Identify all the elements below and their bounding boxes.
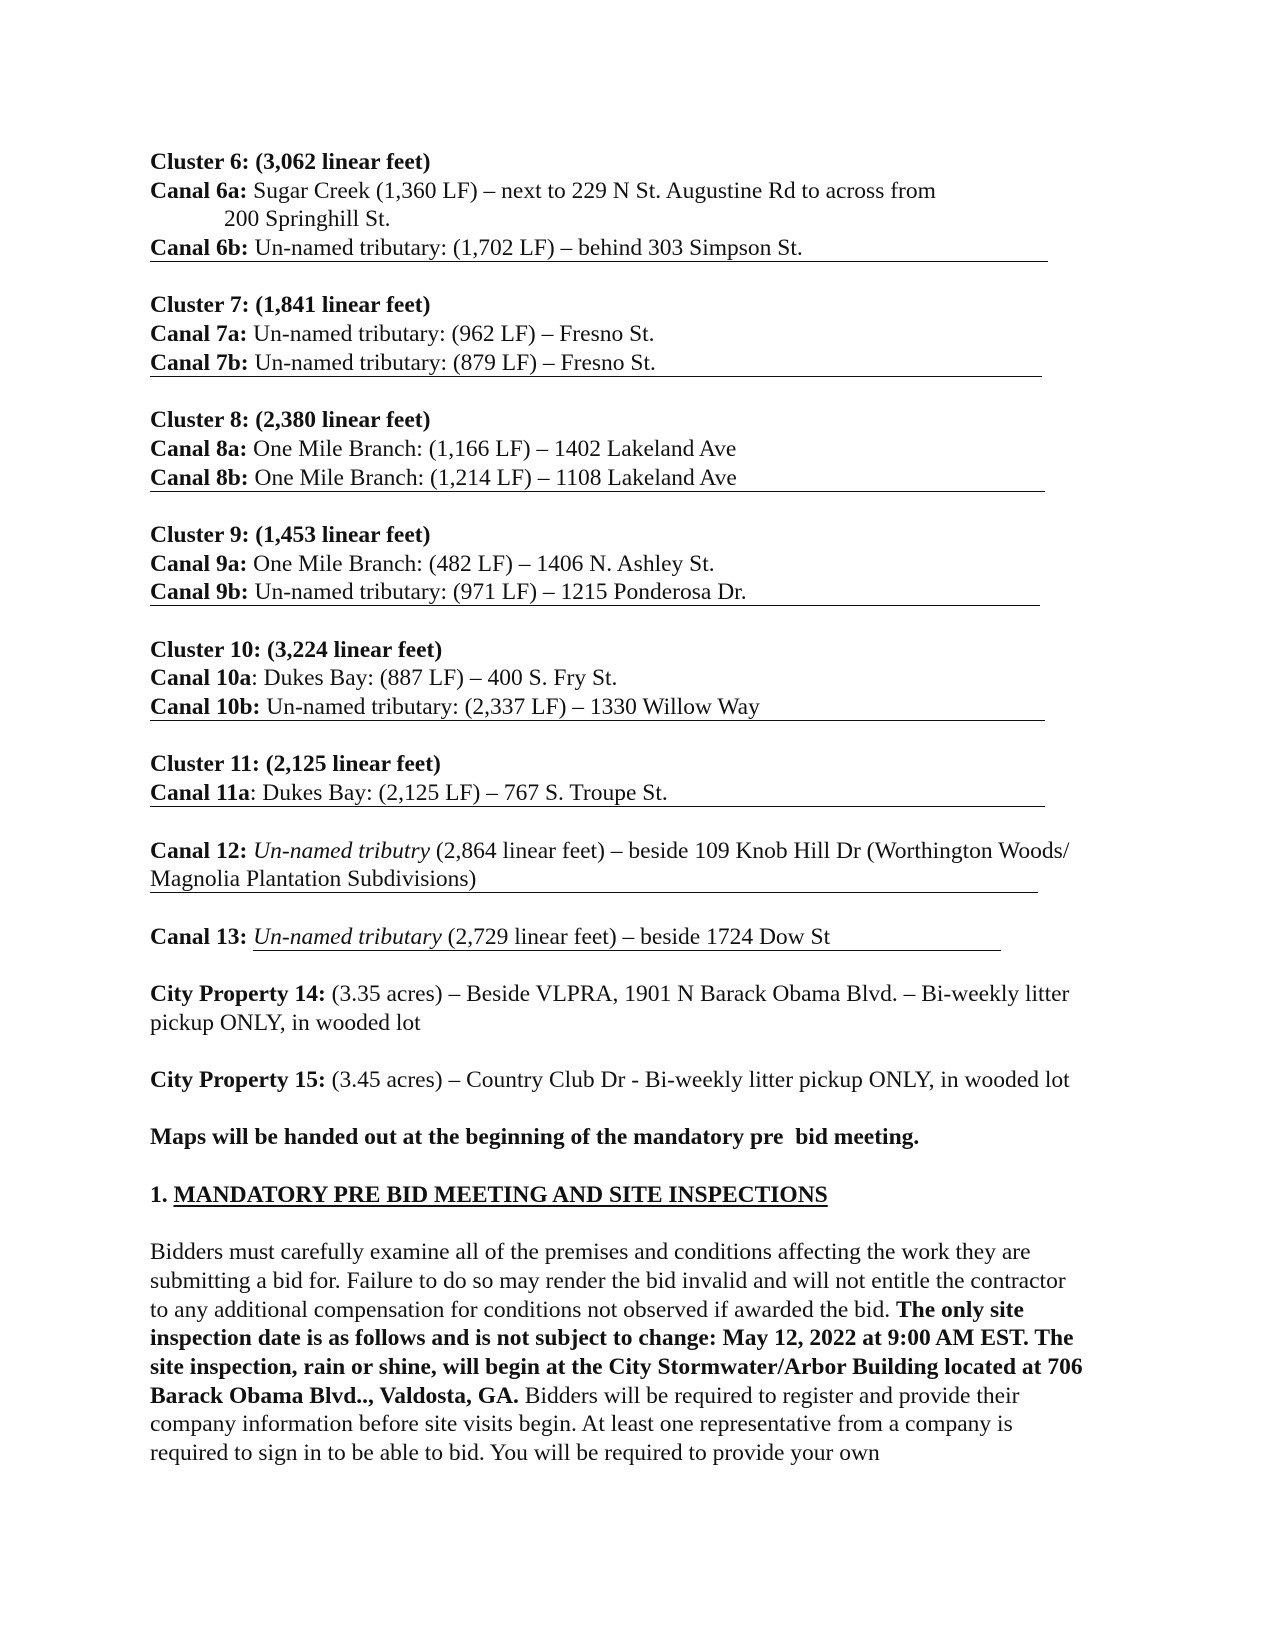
canal-11a-label: Canal 11a [150,780,250,807]
section-1-bold-text: The only site inspection date is as follows and is not subject to change: May 12, 2022 at 9:00 AM EST. The site inspection, rain or shine, will begin at the City Stormwater/Arbor Building located at 706 Barack Obama Blvd.., Valdosta, GA. [150,1296,1083,1409]
canal-8b-underline [150,466,1045,492]
canal-7b-text: Un-named tributary: (879 LF) – Fresno St. [248,349,656,376]
canal-6b-text: Un-named tributary: (1,702 LF) – behind 303 Simpson St. [248,235,803,262]
canal-13-underline [253,925,1001,951]
canal-7b-underline [150,351,1042,377]
cluster-7-heading: Cluster 7: (1,841 linear feet) [150,292,431,319]
canal-11a-line [150,779,1150,808]
section-1-text-1: Bidders must carefully examine all of the premises and conditions affecting the work they are submitting a bid for. Failure to do so may render the bid invalid and will not entitle the contractor to any additional compensation for conditions not observed if awarded the bid. [150,1239,1066,1323]
canal-9b-label: Canal 9b: [150,579,249,606]
property-14-paragraph [150,980,1095,1037]
canal-10b-label: Canal 10b: [150,694,261,721]
canal-12-line-2 [150,865,1150,894]
canal-12-underline: Magnolia Plantation Subdivisions) [150,867,1038,893]
canal-6a-line [150,177,1150,206]
section-1-paragraph [150,1238,1085,1468]
cluster-6-heading: Cluster 6: (3,062 linear feet) [150,149,431,175]
canal-13-label: Canal 13: [150,923,248,950]
canal-12-line-1 [150,837,1150,866]
canal-8a-label: Canal 8a: [150,435,248,462]
section-1-title: MANDATORY PRE BID MEETING AND SITE INSPECTIONS [173,1181,828,1208]
canal-13-italic: Un-named tributary [253,923,442,950]
canal-9a-line [150,550,1150,579]
canal-8b-line [150,464,1150,493]
canal-6b-underline [150,236,1048,262]
cluster-9-heading: Cluster 9: (1,453 linear feet) [150,521,431,548]
cluster-8-heading: Cluster 8: (2,380 linear feet) [150,407,431,434]
canal-10a-text: : Dukes Bay: (887 LF) – 400 S. Fry St. [251,665,618,692]
section-1-number: 1. [150,1181,174,1208]
canal-7a-text: Un-named tributary: (962 LF) – Fresno St. [247,321,655,348]
canal-12-label: Canal 12: [150,837,248,864]
maps-note: Maps will be handed out at the beginning of the mandatory pre bid meeting. [150,1124,920,1151]
canal-8b-text: One Mile Branch: (1,214 LF) – 1108 Lakeland Ave [248,464,737,491]
canal-12-italic: Un-named tributry [253,837,431,864]
canal-13-text: (2,729 linear feet) – beside 1724 Dow St [441,923,831,950]
document-page [150,148,1150,1468]
canal-8a-text: One Mile Branch: (1,166 LF) – 1402 Lakeland Ave [247,435,737,462]
canal-10b-line [150,693,1150,722]
canal-7a-line [150,320,1150,349]
canal-10a-line [150,664,1150,693]
canal-10a-label: Canal 10a [150,665,252,692]
canal-12-text: (2,864 linear feet) – beside 109 Knob Hill Dr (Worthington Woods/ [430,837,1070,864]
canal-11a-text: : Dukes Bay: (2,125 LF) – 767 S. Troupe St. [249,780,668,807]
section-1-heading [150,1181,1150,1210]
property-15-line [150,1066,1150,1095]
canal-7b-line [150,349,1150,378]
canal-7a-label: Canal 7a: [150,321,248,348]
canal-6b-line [150,234,1150,263]
canal-13-line [150,923,1150,952]
canal-9b-text: Un-named tributary: (971 LF) – 1215 Ponderosa Dr. [248,579,747,606]
cluster-11-heading: Cluster 11: (2,125 linear feet) [150,751,441,778]
property-14-label: City Property 14: [150,980,326,1007]
canal-6a-label: Canal 6a: [150,177,248,204]
property-14-text: (3.35 acres) – Beside VLPRA, 1901 N Barack Obama Blvd. – Bi-weekly litter pickup ONLY, in wooded lot [150,980,1070,1036]
canal-7b-label: Canal 7b: [150,349,249,376]
canal-8a-line [150,435,1150,464]
property-15-label: City Property 15: [150,1067,326,1094]
property-15-text: (3.45 acres) – Country Club Dr - Bi-weekly litter pickup ONLY, in wooded lot [325,1067,1070,1094]
canal-10b-text: Un-named tributary: (2,337 LF) – 1330 Willow Way [260,694,760,721]
section-1-text-2: Bidders will be required to register and provide their company information before site visits begin. At least one representative from a company is required to sign in to be able to bid. You will be required to provide your own [150,1382,1020,1467]
canal-10b-underline [150,695,1045,721]
canal-6a-text: Sugar Creek (1,360 LF) – next to 229 N St. Augustine Rd to across from [247,177,936,204]
canal-9a-label: Canal 9a: [150,550,248,577]
canal-8b-label: Canal 8b: [150,464,249,491]
cluster-10-heading: Cluster 10: (3,224 linear feet) [150,636,443,663]
canal-6a-continuation: 200 Springhill St. [224,206,391,233]
canal-9b-line [150,578,1150,607]
canal-6b-label: Canal 6b: [150,235,249,262]
canal-9a-text: One Mile Branch: (482 LF) – 1406 N. Ashley St. [247,550,715,577]
canal-9b-underline [150,580,1040,606]
canal-11a-underline [150,781,1045,807]
